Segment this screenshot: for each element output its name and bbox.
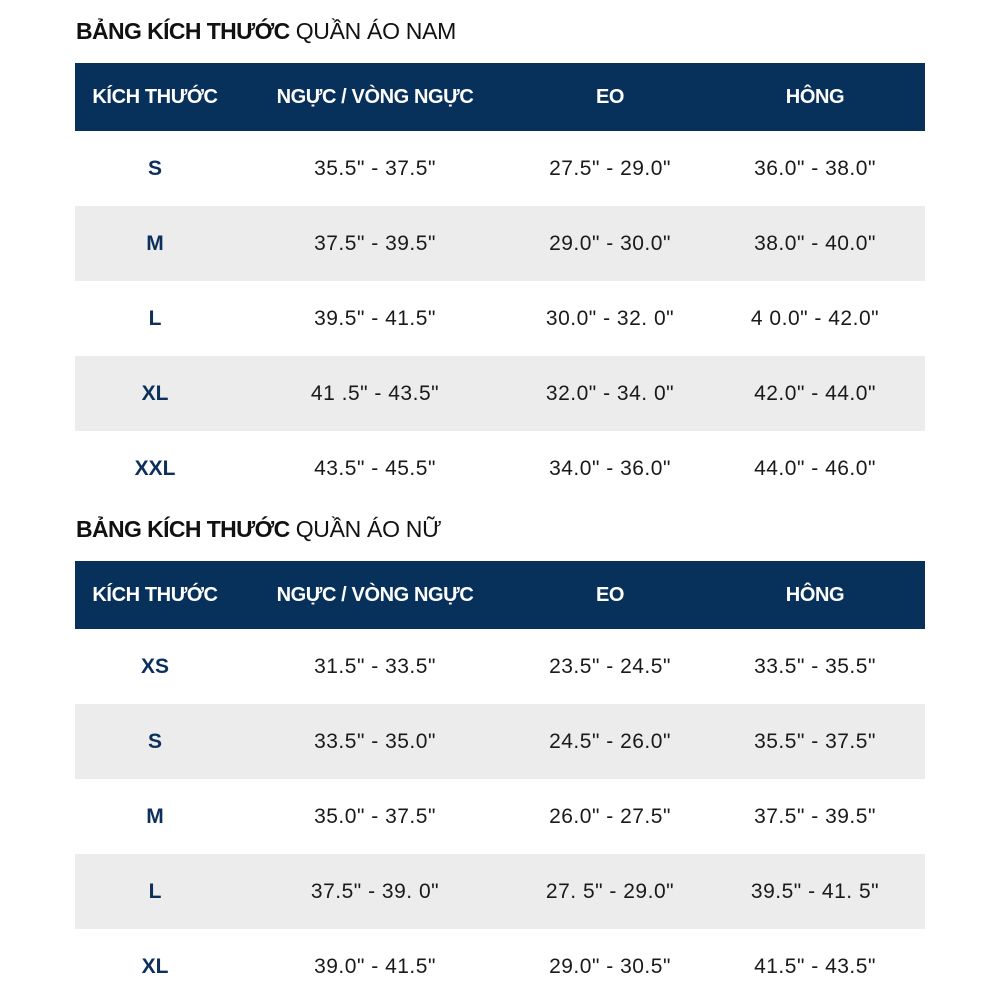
hip-cell: 33.5" - 35.5" — [754, 654, 876, 678]
chest-cell: 43.5" - 45.5" — [314, 456, 436, 480]
waist-cell: 23.5" - 24.5" — [549, 654, 671, 678]
size-cell: L — [148, 306, 162, 330]
header-waist: EO — [515, 63, 705, 131]
header-size: KÍCH THƯỚC — [75, 561, 235, 629]
waist-cell: 32.0" - 34. 0" — [515, 356, 705, 431]
women-title-light: QUẦN ÁO NỮ — [295, 516, 442, 542]
table-row — [75, 629, 925, 704]
size-cell: XL — [141, 954, 169, 978]
waist-cell: 26.0" - 27.5" — [549, 804, 671, 828]
table-row — [75, 131, 925, 206]
table-row — [75, 431, 925, 506]
men-size-table — [75, 63, 925, 506]
header-hip: HÔNG — [705, 63, 925, 131]
table-row — [75, 356, 925, 431]
size-cell: XS — [140, 654, 169, 678]
size-cell: XXL — [134, 456, 176, 480]
women-size-table — [75, 561, 925, 1004]
size-cell: S — [75, 704, 235, 779]
chest-cell: 35.0" - 37.5" — [314, 804, 436, 828]
chest-cell: 37.5" - 39.5" — [235, 206, 515, 281]
header-size: KÍCH THƯỚC — [75, 63, 235, 131]
chest-cell: 41 .5" - 43.5" — [235, 356, 515, 431]
header-waist: EO — [515, 561, 705, 629]
table-header-row — [75, 561, 925, 629]
men-title-light: QUẦN ÁO NAM — [295, 18, 456, 44]
hip-cell: 37.5" - 39.5" — [754, 804, 876, 828]
hip-cell: 4 0.0" - 42.0" — [750, 306, 880, 330]
waist-cell: 30.0" - 32. 0" — [545, 306, 675, 330]
size-cell: L — [75, 854, 235, 929]
table-header-row — [75, 63, 925, 131]
hip-cell: 35.5" - 37.5" — [705, 704, 925, 779]
men-title-bold: BẢNG KÍCH THƯỚC — [76, 18, 290, 44]
size-cell: M — [146, 804, 164, 828]
chest-cell: 39.5" - 41.5" — [314, 306, 436, 330]
size-cell: M — [75, 206, 235, 281]
size-cell: XL — [75, 356, 235, 431]
hip-cell: 42.0" - 44.0" — [705, 356, 925, 431]
table-row — [75, 281, 925, 356]
hip-cell: 36.0" - 38.0" — [754, 156, 876, 180]
header-hip: HÔNG — [705, 561, 925, 629]
table-row — [75, 929, 925, 1004]
women-section-title — [76, 516, 441, 543]
hip-cell: 41.5" - 43.5" — [754, 954, 876, 978]
chest-cell: 35.5" - 37.5" — [314, 156, 436, 180]
hip-cell: 39.5" - 41. 5" — [705, 854, 925, 929]
table-row — [75, 206, 925, 281]
waist-cell: 34.0" - 36.0" — [549, 456, 671, 480]
waist-cell: 29.0" - 30.0" — [515, 206, 705, 281]
women-title-bold: BẢNG KÍCH THƯỚC — [76, 516, 290, 542]
header-chest: NGỰC / VÒNG NGỰC — [235, 561, 515, 629]
waist-cell: 27.5" - 29.0" — [549, 156, 671, 180]
waist-cell: 24.5" - 26.0" — [515, 704, 705, 779]
chest-cell: 37.5" - 39. 0" — [235, 854, 515, 929]
table-row — [75, 854, 925, 929]
waist-cell: 27. 5" - 29.0" — [515, 854, 705, 929]
hip-cell: 38.0" - 40.0" — [705, 206, 925, 281]
chest-cell: 39.0" - 41.5" — [314, 954, 436, 978]
table-row — [75, 779, 925, 854]
size-cell: S — [147, 156, 162, 180]
header-chest: NGỰC / VÒNG NGỰC — [235, 63, 515, 131]
men-section-title — [76, 18, 456, 45]
chest-cell: 31.5" - 33.5" — [314, 654, 436, 678]
waist-cell: 29.0" - 30.5" — [549, 954, 671, 978]
chest-cell: 33.5" - 35.0" — [235, 704, 515, 779]
table-row — [75, 704, 925, 779]
hip-cell: 44.0" - 46.0" — [754, 456, 876, 480]
